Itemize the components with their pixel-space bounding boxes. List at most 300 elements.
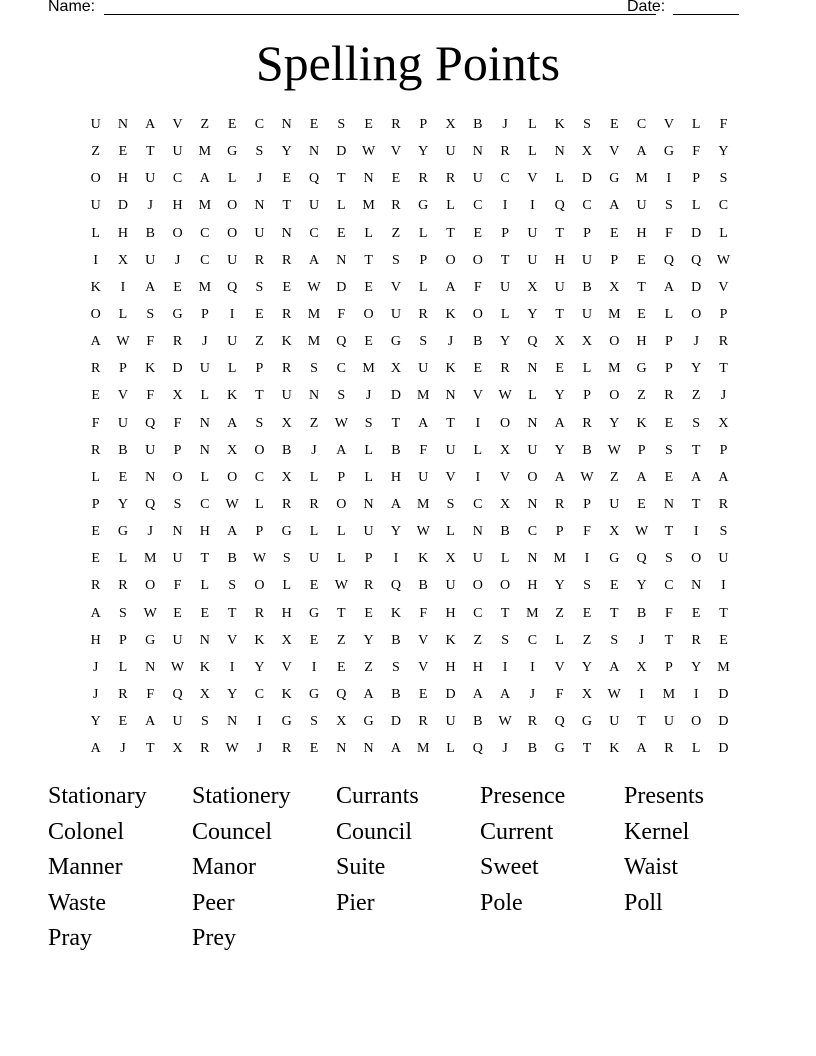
grid-cell[interactable]: E [173, 605, 182, 621]
grid-cell[interactable]: Z [473, 632, 483, 648]
grid-cell[interactable]: E [282, 279, 291, 295]
grid-cell[interactable]: R [527, 714, 538, 730]
grid-cell[interactable]: E [610, 225, 619, 241]
grid-cell[interactable]: L [309, 524, 319, 540]
grid-cell[interactable]: P [583, 225, 591, 241]
grid-cell[interactable]: U [418, 469, 429, 485]
grid-cell[interactable]: U [554, 279, 565, 295]
grid-cell[interactable]: U [663, 714, 674, 730]
grid-cell[interactable]: G [609, 551, 620, 567]
grid-cell[interactable]: U [227, 252, 238, 268]
grid-cell[interactable]: F [719, 117, 728, 132]
grid-cell[interactable]: N [472, 144, 483, 160]
grid-cell[interactable]: A [418, 415, 429, 431]
grid-cell[interactable]: I [721, 578, 726, 594]
grid-cell[interactable]: T [637, 279, 646, 295]
grid-cell[interactable]: Q [472, 741, 483, 757]
grid-cell[interactable]: H [172, 198, 183, 214]
grid-cell[interactable]: E [173, 279, 182, 295]
grid-cell[interactable]: O [172, 469, 183, 485]
grid-cell[interactable]: Q [172, 686, 183, 702]
grid-cell[interactable]: S [610, 632, 619, 648]
grid-cell[interactable]: X [609, 524, 620, 540]
grid-cell[interactable]: P [419, 252, 428, 268]
grid-cell[interactable]: O [254, 442, 265, 458]
grid-cell[interactable]: N [117, 117, 128, 132]
grid-cell[interactable]: L [118, 659, 128, 675]
grid-cell[interactable]: N [527, 415, 538, 431]
grid-cell[interactable]: Y [554, 442, 565, 458]
grid-cell[interactable]: C [200, 496, 210, 512]
grid-cell[interactable]: C [172, 171, 183, 187]
grid-cell[interactable]: S [255, 415, 264, 431]
date-line[interactable] [673, 14, 739, 15]
grid-cell[interactable]: E [664, 469, 674, 485]
grid-cell[interactable]: A [145, 279, 156, 295]
grid-cell[interactable]: F [173, 415, 182, 431]
grid-cell[interactable]: S [392, 252, 400, 268]
grid-cell[interactable]: U [145, 252, 156, 268]
grid-cell[interactable]: B [473, 334, 483, 350]
grid-cell[interactable]: E [118, 469, 128, 485]
grid-cell[interactable]: E [309, 117, 319, 132]
grid-cell[interactable]: X [281, 632, 292, 648]
grid-cell[interactable]: C [636, 117, 647, 132]
grid-cell[interactable]: Y [500, 334, 511, 350]
grid-cell[interactable]: J [502, 117, 508, 132]
grid-cell[interactable]: U [363, 524, 374, 540]
grid-cell[interactable]: K [445, 361, 456, 377]
grid-cell[interactable]: S [337, 117, 346, 132]
grid-cell[interactable]: A [636, 469, 647, 485]
grid-cell[interactable]: U [472, 551, 483, 567]
grid-cell[interactable]: C [718, 198, 729, 214]
grid-cell[interactable]: L [691, 117, 701, 132]
grid-cell[interactable]: L [337, 524, 346, 540]
grid-cell[interactable]: V [663, 117, 674, 132]
grid-cell[interactable]: B [473, 714, 483, 730]
grid-cell[interactable]: H [90, 632, 101, 648]
grid-cell[interactable]: A [663, 279, 674, 295]
grid-cell[interactable]: B [282, 442, 292, 458]
grid-cell[interactable]: T [391, 415, 401, 431]
grid-cell[interactable]: S [664, 442, 673, 458]
grid-cell[interactable]: J [720, 388, 727, 404]
grid-cell[interactable]: L [555, 171, 564, 187]
grid-cell[interactable]: N [363, 741, 374, 757]
grid-cell[interactable]: T [255, 388, 264, 404]
grid-cell[interactable]: D [390, 714, 401, 730]
grid-cell[interactable]: L [446, 524, 455, 540]
grid-cell[interactable]: A [390, 496, 401, 512]
grid-cell[interactable]: N [527, 496, 538, 512]
grid-cell[interactable]: U [172, 632, 183, 648]
grid-cell[interactable]: X [718, 415, 729, 431]
grid-cell[interactable]: Y [281, 144, 292, 160]
grid-cell[interactable]: N [254, 198, 265, 214]
grid-cell[interactable]: I [530, 198, 535, 214]
grid-cell[interactable]: M [635, 171, 648, 187]
grid-cell[interactable]: L [91, 225, 100, 241]
grid-cell[interactable]: T [664, 632, 674, 648]
grid-cell[interactable]: B [145, 225, 155, 241]
grid-cell[interactable]: L [227, 361, 237, 377]
grid-cell[interactable]: J [365, 388, 372, 404]
grid-cell[interactable]: U [172, 144, 183, 160]
grid-cell[interactable]: P [610, 252, 619, 268]
grid-cell[interactable]: O [472, 252, 483, 268]
grid-cell[interactable]: R [254, 605, 265, 621]
grid-cell[interactable]: S [446, 496, 455, 512]
grid-cell[interactable]: S [364, 415, 373, 431]
grid-cell[interactable]: V [390, 279, 401, 295]
grid-cell[interactable]: W [170, 659, 185, 675]
grid-cell[interactable]: F [91, 415, 100, 431]
grid-cell[interactable]: R [418, 306, 428, 322]
grid-cell[interactable]: U [281, 388, 292, 404]
grid-cell[interactable]: L [309, 469, 319, 485]
grid-cell[interactable]: B [582, 279, 592, 295]
grid-cell[interactable]: J [638, 632, 645, 648]
grid-cell[interactable]: F [664, 225, 673, 241]
grid-cell[interactable]: M [416, 741, 430, 757]
grid-cell[interactable]: U [145, 171, 156, 187]
grid-cell[interactable]: F [692, 144, 701, 160]
grid-cell[interactable]: R [200, 741, 210, 757]
grid-cell[interactable]: C [200, 225, 210, 241]
grid-cell[interactable]: B [500, 524, 510, 540]
grid-cell[interactable]: U [227, 334, 238, 350]
grid-cell[interactable]: Z [309, 415, 319, 431]
grid-cell[interactable]: H [472, 659, 483, 675]
grid-cell[interactable]: R [664, 388, 674, 404]
grid-cell[interactable]: E [364, 605, 373, 621]
grid-cell[interactable]: E [337, 659, 346, 675]
grid-cell[interactable]: W [334, 415, 348, 431]
grid-cell[interactable]: A [609, 659, 620, 675]
grid-cell[interactable]: D [718, 741, 729, 757]
grid-cell[interactable]: N [281, 225, 292, 241]
grid-cell[interactable]: P [583, 388, 591, 404]
grid-cell[interactable]: A [691, 469, 702, 485]
grid-cell[interactable]: V [609, 144, 620, 160]
grid-cell[interactable]: R [418, 714, 428, 730]
grid-cell[interactable]: E [309, 632, 319, 648]
grid-cell[interactable]: R [391, 117, 401, 132]
grid-cell[interactable]: T [582, 741, 592, 757]
grid-cell[interactable]: T [610, 605, 619, 621]
grid-cell[interactable]: U [445, 714, 456, 730]
grid-cell[interactable]: V [445, 469, 456, 485]
grid-cell[interactable]: B [527, 741, 538, 757]
grid-cell[interactable]: Y [254, 659, 265, 675]
grid-cell[interactable]: R [282, 741, 292, 757]
grid-cell[interactable]: E [364, 117, 373, 132]
grid-cell[interactable]: R [282, 306, 292, 322]
grid-cell[interactable]: Y [609, 415, 620, 431]
grid-cell[interactable]: K [281, 686, 292, 702]
grid-cell[interactable]: L [446, 741, 455, 757]
grid-cell[interactable]: X [172, 741, 183, 757]
grid-cell[interactable]: G [281, 524, 292, 540]
grid-cell[interactable]: U [472, 171, 483, 187]
grid-cell[interactable]: S [337, 388, 346, 404]
grid-cell[interactable]: C [473, 198, 483, 214]
grid-cell[interactable]: T [555, 225, 564, 241]
grid-cell[interactable]: E [309, 578, 319, 594]
grid-cell[interactable]: G [363, 714, 374, 730]
grid-cell[interactable]: R [90, 361, 101, 377]
grid-cell[interactable]: R [90, 442, 101, 458]
grid-cell[interactable]: P [173, 442, 182, 458]
grid-cell[interactable]: F [337, 306, 346, 322]
grid-cell[interactable]: J [202, 334, 208, 350]
grid-cell[interactable]: G [390, 334, 401, 350]
grid-cell[interactable]: K [281, 334, 292, 350]
grid-cell[interactable]: P [501, 225, 509, 241]
grid-cell[interactable]: N [227, 714, 238, 730]
grid-cell[interactable]: E [418, 686, 428, 702]
grid-cell[interactable]: L [91, 469, 100, 485]
grid-cell[interactable]: K [199, 659, 210, 675]
grid-cell[interactable]: J [92, 686, 99, 702]
grid-cell[interactable]: L [200, 578, 210, 594]
grid-cell[interactable]: C [254, 117, 265, 132]
grid-cell[interactable]: V [500, 469, 511, 485]
grid-cell[interactable]: N [308, 388, 320, 404]
grid-cell[interactable]: R [500, 144, 510, 160]
grid-cell[interactable]: Q [336, 334, 347, 350]
grid-cell[interactable]: R [309, 496, 319, 512]
grid-cell[interactable]: L [500, 306, 510, 322]
grid-cell[interactable]: U [527, 252, 538, 268]
grid-cell[interactable]: U [445, 144, 456, 160]
grid-cell[interactable]: Q [308, 171, 320, 187]
grid-cell[interactable]: M [307, 306, 321, 322]
grid-cell[interactable]: E [255, 306, 264, 322]
grid-cell[interactable]: E [637, 306, 646, 322]
grid-cell[interactable]: X [636, 659, 647, 675]
grid-cell[interactable]: G [172, 306, 183, 322]
grid-cell[interactable]: Q [636, 551, 647, 567]
grid-cell[interactable]: M [144, 551, 157, 567]
grid-cell[interactable]: G [227, 144, 238, 160]
grid-cell[interactable]: U [527, 442, 538, 458]
grid-cell[interactable]: Z [582, 632, 592, 648]
grid-cell[interactable]: E [282, 171, 291, 187]
grid-cell[interactable]: J [447, 334, 454, 350]
grid-cell[interactable]: R [282, 496, 292, 512]
grid-cell[interactable]: X [199, 686, 210, 702]
grid-cell[interactable]: O [500, 578, 511, 594]
grid-cell[interactable]: T [282, 198, 291, 214]
grid-cell[interactable]: C [527, 632, 538, 648]
grid-cell[interactable]: M [198, 279, 212, 295]
grid-cell[interactable]: M [416, 496, 430, 512]
grid-cell[interactable]: O [691, 714, 702, 730]
grid-cell[interactable]: W [307, 279, 321, 295]
grid-cell[interactable]: Z [91, 144, 100, 160]
grid-cell[interactable]: Y [691, 659, 702, 675]
grid-cell[interactable]: M [416, 388, 430, 404]
grid-cell[interactable]: I [502, 198, 508, 214]
grid-cell[interactable]: M [608, 306, 621, 322]
grid-cell[interactable]: T [446, 225, 455, 241]
grid-cell[interactable]: N [336, 741, 347, 757]
grid-cell[interactable]: M [362, 198, 375, 214]
grid-cell[interactable]: C [336, 361, 346, 377]
grid-cell[interactable]: L [118, 551, 128, 567]
grid-cell[interactable]: S [719, 171, 728, 187]
grid-cell[interactable]: H [554, 252, 565, 268]
grid-cell[interactable]: L [691, 741, 701, 757]
grid-cell[interactable]: O [363, 306, 374, 322]
grid-cell[interactable]: S [200, 714, 209, 730]
grid-cell[interactable]: V [117, 388, 128, 404]
grid-cell[interactable]: S [664, 551, 673, 567]
grid-cell[interactable]: C [254, 686, 265, 702]
grid-cell[interactable]: Q [691, 252, 702, 268]
grid-cell[interactable]: G [117, 524, 128, 540]
grid-cell[interactable]: P [719, 442, 728, 458]
grid-cell[interactable]: A [90, 605, 101, 621]
grid-cell[interactable]: X [581, 334, 593, 350]
grid-cell[interactable]: J [256, 741, 263, 757]
grid-cell[interactable]: U [718, 551, 729, 567]
grid-cell[interactable]: W [498, 714, 512, 730]
grid-cell[interactable]: E [337, 225, 346, 241]
grid-cell[interactable]: V [390, 144, 401, 160]
grid-cell[interactable]: O [90, 171, 101, 187]
grid-cell[interactable]: S [146, 306, 155, 322]
grid-cell[interactable]: I [311, 659, 317, 675]
grid-cell[interactable]: E [364, 279, 373, 295]
grid-cell[interactable]: Q [227, 279, 238, 295]
grid-cell[interactable]: S [583, 117, 591, 132]
grid-cell[interactable]: P [664, 334, 673, 350]
grid-cell[interactable]: X [581, 686, 593, 702]
grid-cell[interactable]: N [199, 632, 210, 648]
grid-cell[interactable]: U [172, 714, 183, 730]
grid-cell[interactable]: Y [418, 144, 429, 160]
grid-cell[interactable]: T [719, 361, 728, 377]
grid-cell[interactable]: U [90, 117, 101, 132]
grid-cell[interactable]: K [445, 632, 456, 648]
grid-cell[interactable]: L [200, 388, 210, 404]
grid-cell[interactable]: H [281, 605, 292, 621]
grid-cell[interactable]: P [692, 171, 701, 187]
grid-cell[interactable]: R [718, 496, 729, 512]
grid-cell[interactable]: I [693, 686, 699, 702]
grid-cell[interactable]: B [636, 605, 647, 621]
grid-cell[interactable]: I [475, 469, 481, 485]
grid-cell[interactable]: L [200, 469, 210, 485]
grid-cell[interactable]: L [337, 551, 346, 567]
grid-cell[interactable]: G [308, 686, 320, 702]
grid-cell[interactable]: T [637, 714, 646, 730]
grid-cell[interactable]: K [445, 306, 456, 322]
grid-cell[interactable]: F [583, 524, 591, 540]
grid-cell[interactable]: M [198, 198, 212, 214]
grid-cell[interactable]: M [608, 361, 621, 377]
grid-cell[interactable]: A [363, 686, 374, 702]
grid-cell[interactable]: H [445, 605, 456, 621]
grid-cell[interactable]: G [281, 714, 292, 730]
grid-cell[interactable]: J [256, 171, 263, 187]
grid-cell[interactable]: W [334, 578, 348, 594]
grid-cell[interactable]: Z [364, 659, 373, 675]
grid-cell[interactable]: S [255, 279, 264, 295]
grid-cell[interactable]: W [225, 741, 239, 757]
grid-cell[interactable]: Y [527, 306, 538, 322]
grid-cell[interactable]: V [418, 632, 429, 648]
grid-cell[interactable]: S [310, 361, 318, 377]
grid-cell[interactable]: Y [227, 686, 238, 702]
grid-cell[interactable]: R [172, 334, 183, 350]
grid-cell[interactable]: L [364, 442, 373, 458]
grid-cell[interactable]: E [200, 605, 210, 621]
grid-cell[interactable]: P [337, 469, 346, 485]
grid-cell[interactable]: F [146, 388, 155, 404]
grid-cell[interactable]: Y [581, 659, 593, 675]
grid-cell[interactable]: L [582, 361, 592, 377]
grid-cell[interactable]: U [445, 578, 456, 594]
grid-cell[interactable]: J [529, 686, 536, 702]
grid-cell[interactable]: U [308, 551, 320, 567]
grid-cell[interactable]: W [716, 252, 731, 268]
grid-cell[interactable]: C [254, 469, 265, 485]
grid-cell[interactable]: I [120, 279, 126, 295]
grid-cell[interactable]: Y [363, 632, 374, 648]
grid-cell[interactable]: R [391, 198, 401, 214]
grid-cell[interactable]: H [445, 659, 456, 675]
grid-cell[interactable]: R [445, 171, 456, 187]
grid-cell[interactable]: K [254, 632, 265, 648]
grid-cell[interactable]: M [717, 659, 730, 675]
grid-cell[interactable]: P [364, 551, 373, 567]
grid-cell[interactable]: E [118, 714, 128, 730]
grid-cell[interactable]: F [664, 605, 673, 621]
grid-cell[interactable]: O [527, 469, 538, 485]
grid-cell[interactable]: Q [145, 496, 156, 512]
grid-cell[interactable]: E [391, 171, 401, 187]
grid-cell[interactable]: S [173, 496, 182, 512]
grid-cell[interactable]: B [227, 551, 237, 567]
grid-cell[interactable]: W [116, 334, 130, 350]
grid-cell[interactable]: E [227, 117, 237, 132]
grid-cell[interactable]: D [445, 686, 456, 702]
grid-cell[interactable]: G [418, 198, 429, 214]
grid-cell[interactable]: R [691, 632, 701, 648]
grid-cell[interactable]: X [500, 442, 511, 458]
grid-cell[interactable]: Q [554, 198, 565, 214]
grid-cell[interactable]: Q [336, 686, 347, 702]
grid-cell[interactable]: Y [636, 578, 647, 594]
grid-cell[interactable]: W [225, 496, 239, 512]
grid-cell[interactable]: R [555, 496, 565, 512]
grid-cell[interactable]: T [719, 605, 728, 621]
grid-cell[interactable]: I [229, 659, 235, 675]
grid-cell[interactable]: L [282, 578, 291, 594]
grid-cell[interactable]: T [691, 496, 701, 512]
grid-cell[interactable]: Y [90, 714, 101, 730]
grid-cell[interactable]: N [145, 469, 156, 485]
grid-cell[interactable]: R [418, 171, 428, 187]
grid-cell[interactable]: P [719, 306, 728, 322]
grid-cell[interactable]: U [418, 361, 429, 377]
grid-cell[interactable]: L [446, 198, 455, 214]
grid-cell[interactable]: E [91, 551, 100, 567]
